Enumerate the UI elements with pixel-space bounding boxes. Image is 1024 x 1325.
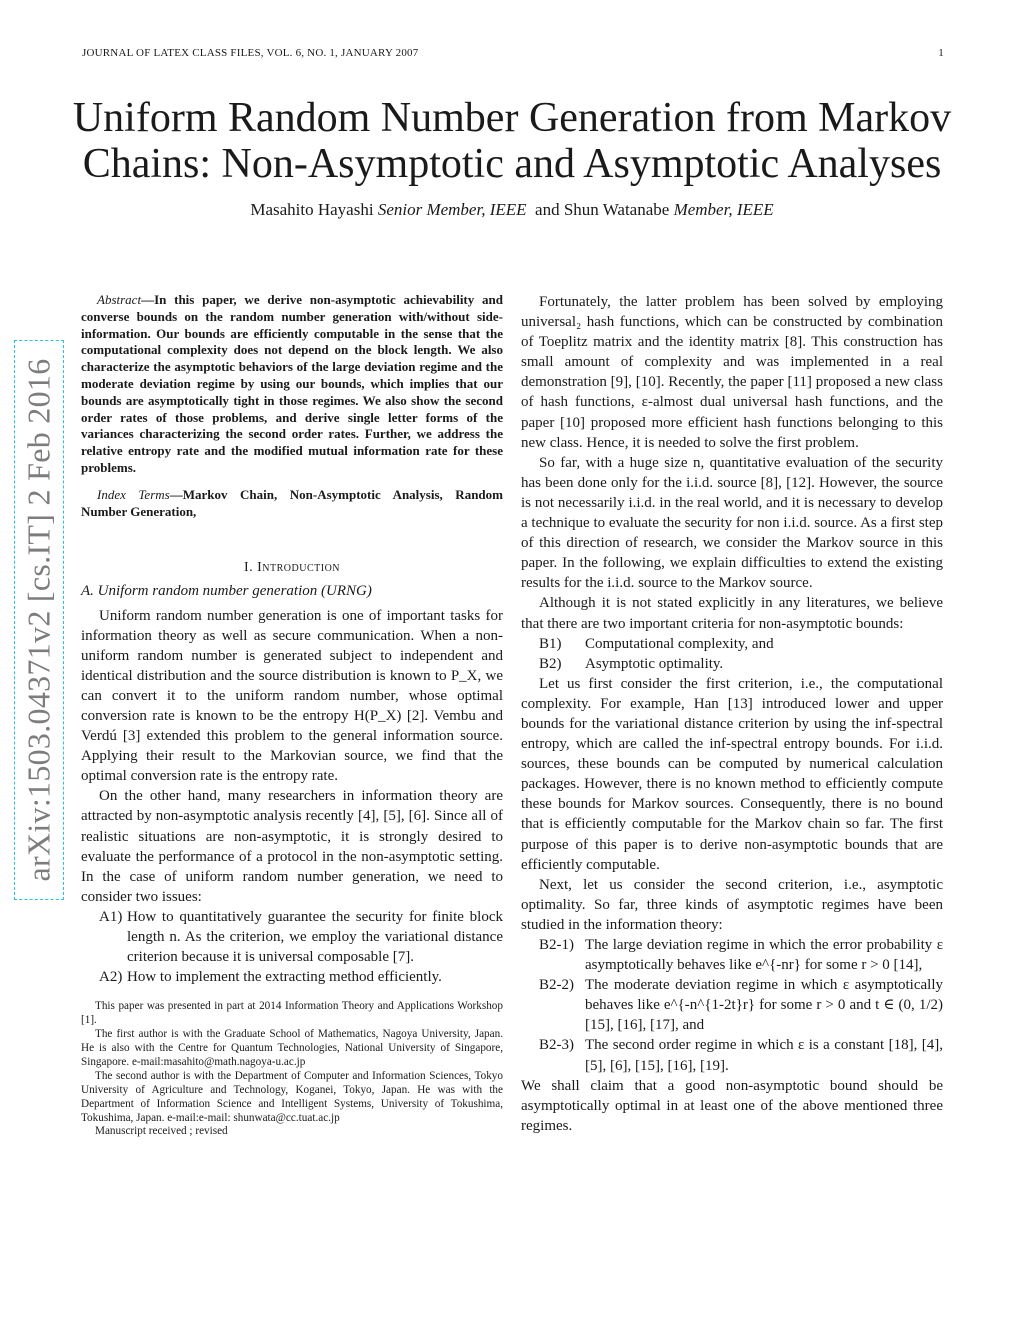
body-paragraph: Let us first consider the first criterion, i.e., the computational complexity. For example, Han [13] introduced lower and upper bounds for the variational distance criterion by using the inf-spectral entropy, which are called the inf-spectral entropy bounds. For i.i.d. sources, these bounds can be computed by numerical calculation packages. However, there is no known method to efficiently compute these bounds for Markov sources. Consequently, there is no bound that is efficiently computable for the Markov chain so far. The first purpose of this paper is to derive non-asymptotic bounds that are efficiently computable. bbox=[521, 675, 943, 873]
author-2-name: Shun Watanabe bbox=[563, 200, 670, 219]
author-line bbox=[40, 200, 984, 220]
list-item bbox=[81, 967, 503, 987]
subsection-heading-urng: A. Uniform random number generation (URNG) bbox=[81, 583, 372, 600]
intro-paragraph-1: Uniform random number generation is one of important tasks for information theory as well as secure communication. When a non-uniform random number is generated subject to independent and identical distribution and the source distribution is known to P_X, we can convert it to the uniform random number, whose optimal conversion rate is known to be the entropy H(P_X) [2]. Vembu and Verdú [3] extended this problem to the general information source. Applying their result to the Markovian source, we find that the optimal conversion rate is the entropy rate. bbox=[81, 607, 503, 785]
index-terms-text: Markov Chain, Non-Asymptotic Analysis, Random Number Generation, bbox=[81, 486, 503, 519]
list-item-text: The moderate deviation regime in which ε asymptotically behaves like e^{-n^{1-2t}r} for some r > 0 and t ∈ (0, 1/2) [15], [16], [17], and bbox=[585, 977, 943, 1034]
list-item bbox=[81, 907, 503, 967]
list-item-text: Computational complexity, and bbox=[585, 635, 774, 652]
body-paragraph: So far, with a huge size n, quantitative evaluation of the security has been done only for the i.i.d. source [8], [12]. However, the source is not necessarily i.i.d. in the real world, and it is necessary to develop a technique to evaluate the security for non i.i.d. source. As a first step of this direction of research, we consider the Markov source in this paper. In the following, we explain difficulties to extend the existing results for the i.i.d. source to the Markov source. bbox=[521, 454, 943, 592]
footnote: This paper was presented in part at 2014 Information Theory and Applications Workshop [1]. bbox=[81, 1000, 503, 1027]
footnote: Manuscript received ; revised bbox=[95, 1125, 228, 1138]
list-item bbox=[521, 935, 943, 975]
list-item-text: How to implement the extracting method efficiently. bbox=[127, 969, 442, 986]
author-conjunction: and bbox=[535, 200, 560, 219]
list-item-label: B2-3) bbox=[539, 1037, 574, 1054]
list-item-text: The second order regime in which ε is a constant [18], [4], [5], [6], [15], [16], [19]. bbox=[585, 1037, 943, 1074]
index-terms-lead: Index Terms bbox=[97, 486, 170, 502]
arxiv-stamp-text: arXiv:1503.04371v2 [cs.IT] 2 Feb 2016 bbox=[20, 358, 57, 882]
section-heading-introduction bbox=[81, 558, 503, 578]
paper-title bbox=[40, 95, 984, 187]
list-item-label: B2) bbox=[539, 655, 562, 672]
list-item-text: The large deviation regime in which the error probability ε asymptotically behaves like e^{-nr} for some r > 0 [14], bbox=[585, 937, 943, 974]
footnote: The second author is with the Department of Computer and Information Sciences, Tokyo University of Agriculture and Technology, Koganei, Tokyo, Japan. He was with the Department of Information Science and Intelligent Systems, University of Tokushima, Tokushima, Japan. e-mail:e-mail: shunwata@cc.tuat.ac.jp bbox=[81, 1069, 503, 1124]
section-number: I. bbox=[243, 560, 254, 576]
issues-list bbox=[81, 907, 503, 987]
author-2-role: Member, IEEE bbox=[673, 200, 774, 219]
abstract: Abstract—In this paper, we derive non-asymptotic achievability and converse bounds on the random number generation with/without side-information. Our bounds are efficiently computable in the sense that the computational complexity does not depend on the block length. We also characterize the asymptotic behaviors of the large deviation regime and the moderate deviation regime by using our bounds, which implies that our bounds are asymptotically tight in those regimes. We also show the second order rates of those problems, and derive single letter forms of the variances characterizing the second order rates. Further, we address the relative entropy rate and the modified mutual information rate for these problems. bbox=[81, 292, 503, 475]
title-line-2: Chains: Non-Asymptotic and Asymptotic Analyses bbox=[82, 141, 942, 187]
index-terms: Index Terms—Markov Chain, Non-Asymptotic Analysis, Random Number Generation, bbox=[81, 486, 503, 519]
list-item-text: Asymptotic optimality. bbox=[585, 655, 724, 672]
section-title: Introduction bbox=[257, 560, 341, 576]
list-item-label: A1) bbox=[99, 908, 123, 925]
abstract-lead: Abstract bbox=[97, 292, 142, 307]
author-1-name: Masahito Hayashi bbox=[250, 200, 374, 219]
page-number: 1 bbox=[938, 47, 944, 59]
journal-name: JOURNAL OF LATEX CLASS FILES, VOL. 6, NO. 1, JANUARY 2007 bbox=[82, 47, 419, 59]
title-line-1: Uniform Random Number Generation from Markov bbox=[72, 95, 952, 141]
body-paragraph: Fortunately, the latter problem has been solved by employing universal₂ hash functions, which can be constructed by combination of Toeplitz matrix and the identity matrix [8]. This construction has small amount of complexity and was implemented in a real demonstration [9], [10]. Recently, the paper [11] proposed a new class of hash functions, ε-almost dual universal hash functions, and the paper [10] proposed more efficient hash functions belonging to this new class. Hence, it is needed to solve the first problem. bbox=[521, 294, 943, 451]
list-item bbox=[521, 654, 943, 674]
list-item bbox=[521, 1035, 943, 1075]
arxiv-stamp[interactable] bbox=[14, 340, 64, 900]
body-paragraph-closing: We shall claim that a good non-asymptotic bound should be asymptotically optimal in at least one of the above mentioned three regimes. bbox=[521, 1077, 943, 1134]
author-1-role: Senior Member, IEEE bbox=[377, 200, 527, 219]
running-header bbox=[82, 47, 944, 63]
intro-paragraph-2: On the other hand, many researchers in information theory are attracted by non-asymptotic analysis recently [4], [5], [6]. Since all of realistic situations are non-asymptotic, it is strongly desired to evaluate the performance of a protocol in the non-asymptotic setting. In the case of uniform random number generation, we need to consider two issues: bbox=[81, 788, 503, 905]
abstract-text: In this paper, we derive non-asymptotic achievability and converse bounds on the random number generation with/without side-information. Our bounds are efficiently computable in the sense that the computational complexity does not depend on the block length. We also characterize the asymptotic behaviors of the large deviation regime and the moderate deviation regime by using our bounds, which implies that our bounds are asymptotically tight in those regimes. We also show the second order rates of those problems, and derive single letter forms of the variances characterizing the second order rates. Further, we address the relative entropy rate and the modified mutual information rate for these problems. bbox=[81, 292, 503, 475]
footnotes bbox=[81, 1000, 503, 1139]
list-item-label: B2-2) bbox=[539, 977, 574, 994]
criteria-list bbox=[521, 634, 943, 674]
left-column bbox=[81, 292, 503, 1139]
regimes-list bbox=[521, 935, 943, 1076]
list-item-label: B2-1) bbox=[539, 937, 574, 953]
list-item-text: How to quantitatively guarantee the security for finite block length n. As the criterion, we employ the variational distance criterion because it is universal composable [7]. bbox=[127, 908, 503, 966]
list-item-label: A2) bbox=[99, 969, 123, 986]
list-item bbox=[521, 634, 943, 654]
body-paragraph: Next, let us consider the second criterion, i.e., asymptotic optimality. So far, three kinds of asymptotic regimes have been studied in the information theory: bbox=[521, 876, 943, 933]
right-column bbox=[521, 292, 943, 1136]
body-paragraph: Although it is not stated explicitly in any literatures, we believe that there are two important criteria for non-asymptotic bounds: bbox=[521, 595, 943, 632]
footnote: The first author is with the Graduate School of Mathematics, Nagoya University, Japan. He is also with the Centre for Quantum Technologies, National University of Singapore, Singapore. e-mail:masahito@math.nagoya-u.ac.jp bbox=[81, 1028, 503, 1068]
list-item bbox=[521, 975, 943, 1035]
list-item-label: B1) bbox=[539, 635, 562, 652]
